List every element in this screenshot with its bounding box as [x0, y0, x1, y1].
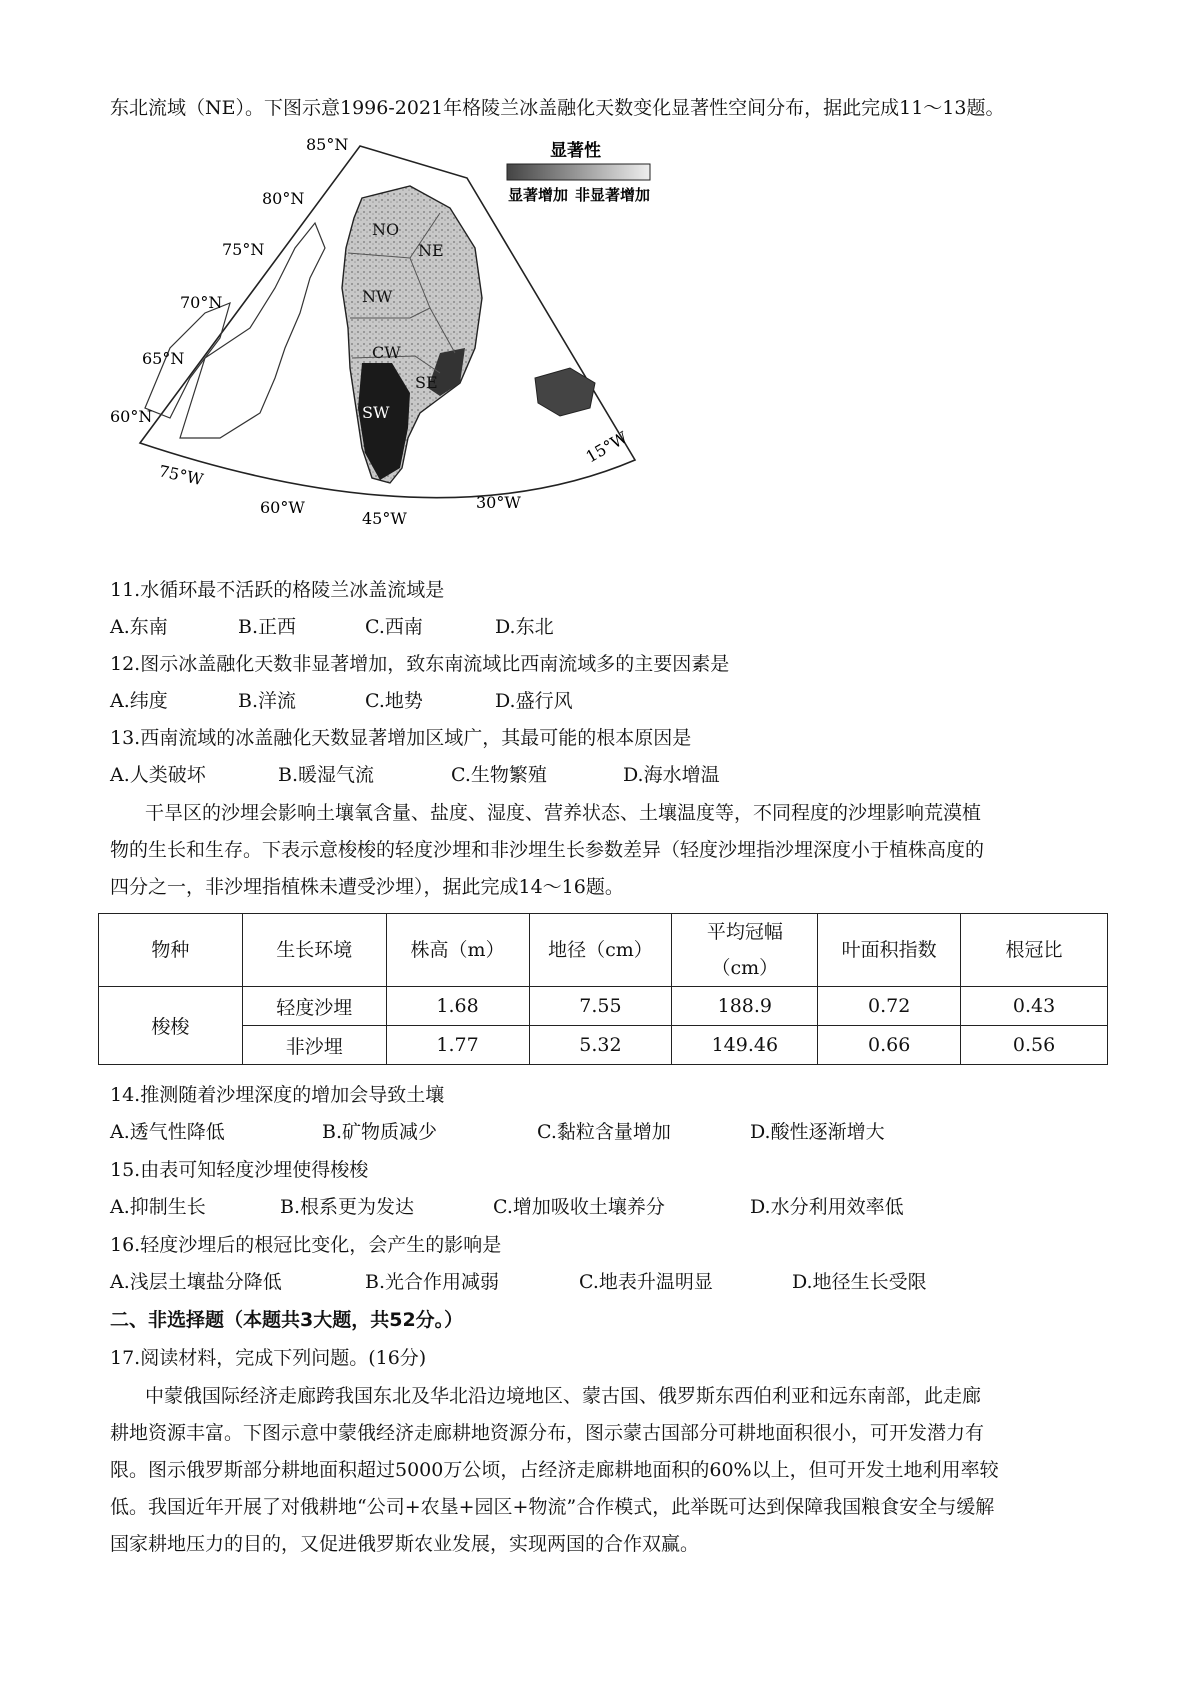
q11-option-a[interactable]: A.东南 [110, 616, 168, 638]
region-label-sw: SW [362, 403, 390, 422]
table-cell: 非沙埋 [242, 1026, 386, 1065]
q12-option-b[interactable]: B.洋流 [238, 690, 297, 712]
table-cell: 0.56 [961, 1026, 1108, 1065]
growth-parameter-table [98, 913, 1108, 1065]
passage3-line-2: 耕地资源丰富。下图示意中蒙俄经济走廊耕地资源分布，图示蒙古国部分可耕地面积很小，可开发潜力有 [110, 1422, 985, 1444]
table-cell: 0.43 [961, 987, 1108, 1026]
q15-option-c[interactable]: C.增加吸收土壤养分 [493, 1196, 665, 1218]
region-label-ne: NE [418, 241, 444, 260]
lon-label-15: 15°W [582, 427, 631, 467]
table-cell: 188.9 [672, 987, 818, 1026]
q16-stem: 16.轻度沙埋后的根冠比变化，会产生的影响是 [110, 1234, 502, 1256]
lat-label-80: 80°N [262, 189, 305, 208]
lon-label-75: 75°W [157, 461, 205, 490]
table-header-diameter: 地径（cm） [529, 914, 672, 987]
lon-label-30: 30°W [476, 493, 521, 512]
passage3-line-5: 国家耕地压力的目的，又促进俄罗斯农业发展，实现两国的合作双赢。 [110, 1533, 700, 1555]
legend-left-label: 显著增加 [508, 186, 569, 204]
legend-right-label: 非显著增加 [575, 186, 651, 204]
table-header-crown-line1: 平均冠幅 [706, 921, 783, 943]
passage3-line-3: 限。图示俄罗斯部分耕地面积超过5000万公顷，占经济走廊耕地面积的60%以上，但可开发土地利用率较 [110, 1459, 999, 1481]
lat-label-70: 70°N [180, 293, 223, 312]
table-cell: 149.46 [672, 1026, 818, 1065]
q15-option-d[interactable]: D.水分利用效率低 [750, 1196, 904, 1218]
table-cell: 5.32 [529, 1026, 672, 1065]
q12-stem: 12.图示冰盖融化天数非显著增加，致东南流域比西南流域多的主要因素是 [110, 653, 730, 675]
table-header-species: 物种 [99, 914, 243, 987]
passage2-line-3: 四分之一，非沙埋指植株未遭受沙埋），据此完成14～16题。 [110, 876, 624, 898]
q12-option-d[interactable]: D.盛行风 [495, 690, 573, 712]
passage3-line-4: 低。我国近年开展了对俄耕地“公司+农垦+园区+物流”合作模式，此举既可达到保障我国粮食安全与缓解 [110, 1496, 995, 1518]
legend-gradient [507, 164, 650, 180]
legend-title: 显著性 [550, 141, 601, 161]
q13-option-b[interactable]: B.暖湿气流 [278, 764, 375, 786]
q17-stem: 17.阅读材料，完成下列问题。(16分) [110, 1347, 427, 1369]
q16-option-c[interactable]: C.地表升温明显 [579, 1271, 713, 1293]
passage3-line-1: 中蒙俄国际经济走廊跨我国东北及华北沿边境地区、蒙古国、俄罗斯东西伯利亚和远东南部，此走廊 [145, 1385, 982, 1407]
lat-label-85: 85°N [306, 138, 349, 154]
table-cell: 1.68 [386, 987, 529, 1026]
q13-option-d[interactable]: D.海水增温 [623, 764, 720, 786]
q12-option-a[interactable]: A.纬度 [110, 690, 168, 712]
lon-label-60: 60°W [260, 498, 305, 517]
region-label-nw: NW [362, 287, 393, 306]
table-cell: 7.55 [529, 987, 672, 1026]
q14-option-b[interactable]: B.矿物质减少 [322, 1121, 438, 1143]
intro-text: 东北流域（NE）。下图示意1996-2021年格陵兰冰盖融化天数变化显著性空间分布，据此完成11～13题。 [110, 97, 1005, 119]
q16-option-d[interactable]: D.地径生长受限 [792, 1271, 927, 1293]
table-cell: 0.72 [818, 987, 961, 1026]
q14-option-d[interactable]: D.酸性逐渐增大 [750, 1121, 885, 1143]
table-header-root-shoot: 根冠比 [961, 914, 1108, 987]
passage2-line-1: 干旱区的沙埋会影响土壤氧含量、盐度、湿度、营养状态、土壤温度等，不同程度的沙埋影响荒漠植 [145, 802, 982, 824]
lon-label-45: 45°W [362, 509, 407, 528]
region-label-no: NO [372, 220, 400, 239]
table-header-lai: 叶面积指数 [818, 914, 961, 987]
q13-option-c[interactable]: C.生物繁殖 [451, 764, 547, 786]
q14-option-a[interactable]: A.透气性降低 [110, 1121, 225, 1143]
table-header-crown [672, 914, 818, 987]
q13-stem: 13.西南流域的冰盖融化天数显著增加区域广，其最可能的根本原因是 [110, 727, 692, 749]
q15-option-b[interactable]: B.根系更为发达 [280, 1196, 415, 1218]
region-label-se: SE [415, 373, 438, 392]
table-cell-species: 梭梭 [99, 987, 243, 1065]
q11-option-d[interactable]: D.东北 [495, 616, 554, 638]
section-heading: 二、非选择题（本题共3大题，共52分。） [110, 1309, 464, 1331]
q14-option-c[interactable]: C.黏粒含量增加 [537, 1121, 671, 1143]
greenland-melt-map [110, 138, 670, 568]
table-header-crown-line2: （cm） [711, 957, 779, 979]
region-label-cw: CW [372, 343, 401, 362]
table-row [99, 987, 1108, 1026]
q14-stem: 14.推测随着沙埋深度的增加会导致土壤 [110, 1084, 445, 1106]
q15-stem: 15.由表可知轻度沙埋使得梭梭 [110, 1159, 369, 1181]
q13-option-a[interactable]: A.人类破坏 [110, 764, 206, 786]
table-header-height: 株高（m） [386, 914, 529, 987]
lat-label-65: 65°N [142, 349, 185, 368]
lat-label-60: 60°N [110, 407, 153, 426]
q11-option-c[interactable]: C.西南 [365, 616, 423, 638]
table-row [99, 1026, 1108, 1065]
lat-label-75: 75°N [222, 240, 265, 259]
passage2-line-2: 物的生长和生存。下表示意梭梭的轻度沙埋和非沙埋生长参数差异（轻度沙埋指沙埋深度小于植株高度的 [110, 839, 985, 861]
q11-option-b[interactable]: B.正西 [238, 616, 297, 638]
table-header-environment: 生长环境 [242, 914, 386, 987]
iceland [535, 368, 595, 416]
q16-option-a[interactable]: A.浅层土壤盐分降低 [110, 1271, 282, 1293]
table-cell: 轻度沙埋 [242, 987, 386, 1026]
table-cell: 0.66 [818, 1026, 961, 1065]
q11-stem: 11.水循环最不活跃的格陵兰冰盖流域是 [110, 579, 445, 601]
q16-option-b[interactable]: B.光合作用减弱 [365, 1271, 500, 1293]
table-cell: 1.77 [386, 1026, 529, 1065]
q12-option-c[interactable]: C.地势 [365, 690, 423, 712]
q15-option-a[interactable]: A.抑制生长 [110, 1196, 206, 1218]
